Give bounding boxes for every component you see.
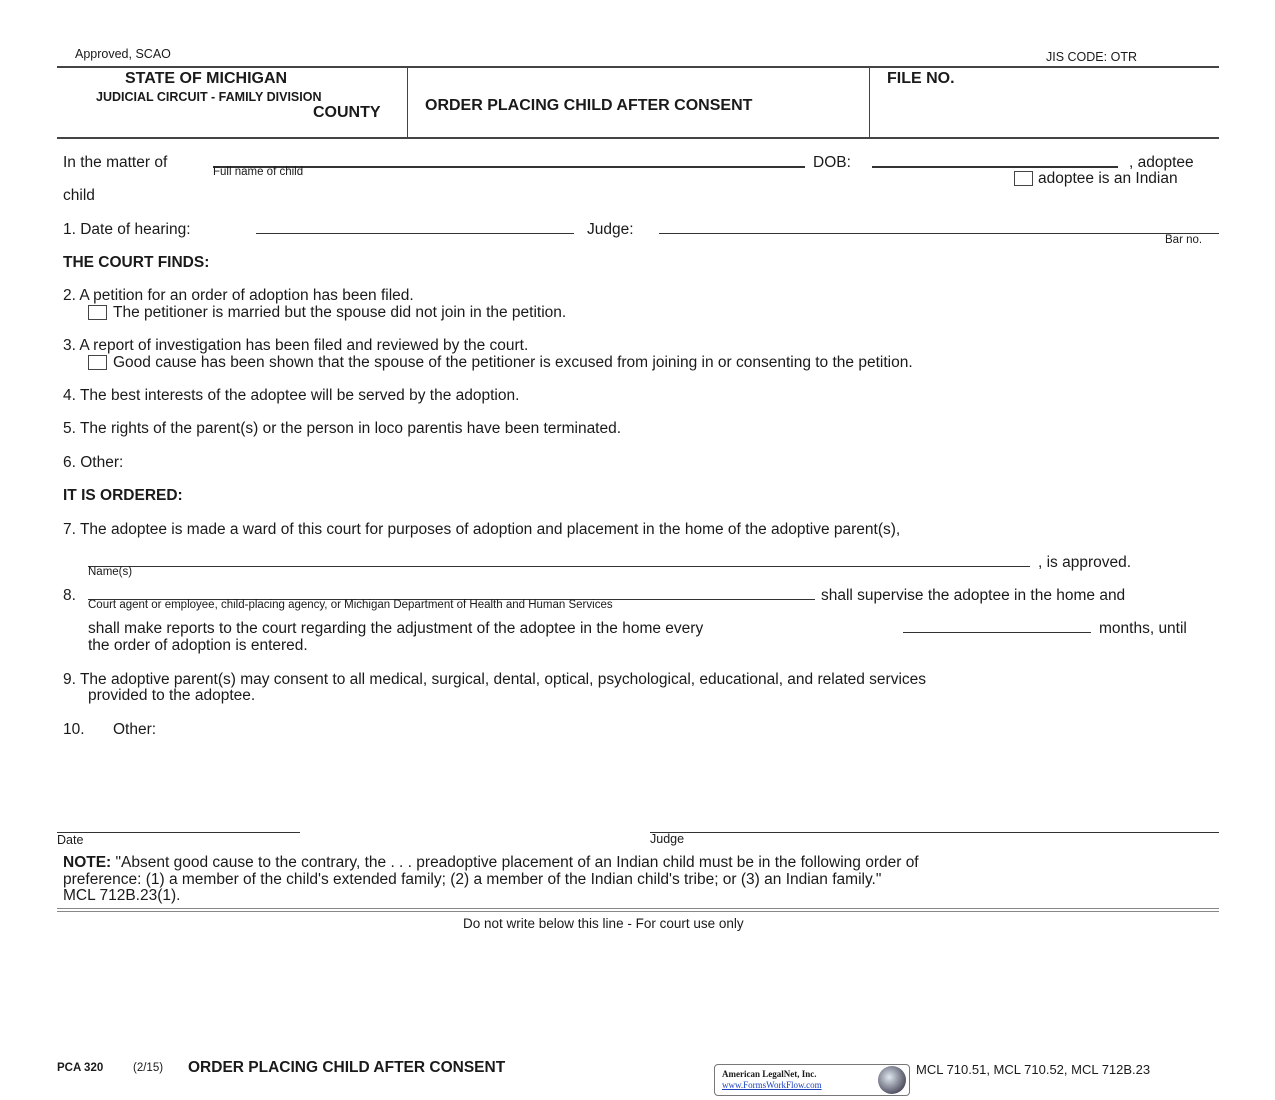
- adoptee-label: , adoptee: [1129, 154, 1194, 171]
- finding-4: 4. The best interests of the adoptee will be served by the adoption.: [63, 387, 520, 404]
- logo-name: American LegalNet, Inc.: [722, 1069, 817, 1079]
- note: [63, 854, 919, 872]
- spouse-not-joined-checkbox[interactable]: [88, 305, 107, 320]
- court-use-rule: [57, 911, 1219, 912]
- child-label: child: [63, 187, 95, 204]
- dob-field[interactable]: [872, 166, 1118, 168]
- note-line-3: MCL 712B.23(1).: [63, 887, 181, 904]
- court-use-label: Do not write below this line - For court use only: [463, 916, 744, 931]
- note-label: NOTE:: [63, 854, 112, 871]
- american-legalnet-logo[interactable]: [714, 1064, 910, 1096]
- order-8-text-b: shall make reports to the court regarding the adjustment of the adoptee in the home every: [88, 620, 704, 637]
- spouse-excused-checkbox[interactable]: [88, 355, 107, 370]
- order-9-a: 9. The adoptive parent(s) may consent to all medical, surgical, dental, optical, psychological, educational, and related services: [63, 671, 927, 688]
- finding-2: 2. A petition for an order of adoption has been filed.: [63, 287, 414, 304]
- header-divider: [869, 67, 870, 137]
- globe-icon: [878, 1066, 906, 1094]
- bar-no-caption: Bar no.: [1165, 234, 1203, 246]
- order-7: 7. The adoptee is made a ward of this court for purposes of adoption and placement in the home of the adoptive parent(s),: [63, 521, 901, 538]
- approved-label: Approved, SCAO: [75, 47, 171, 61]
- header-top-rule: [57, 66, 1219, 68]
- finding-6: 6. Other:: [63, 454, 124, 471]
- form-number: PCA 320: [57, 1062, 104, 1074]
- date-signature-line[interactable]: [57, 832, 300, 833]
- order-7-approved: , is approved.: [1038, 554, 1132, 571]
- state-name: STATE OF MICHIGAN: [125, 70, 288, 87]
- hearing-date-field[interactable]: [256, 233, 574, 234]
- indian-checkbox[interactable]: [1014, 171, 1033, 186]
- note-line-2: preference: (1) a member of the child's extended family; (2) a member of the Indian child's tribe; or (3) an Indian family.": [63, 871, 882, 888]
- dob-label: DOB:: [813, 154, 851, 171]
- judge-field[interactable]: [659, 233, 1219, 234]
- judge-signature-line[interactable]: [650, 832, 1219, 833]
- header-bottom-rule: [57, 137, 1219, 139]
- order-9-b: provided to the adoptee.: [88, 687, 256, 704]
- file-no-label: FILE NO.: [887, 70, 955, 87]
- note-line-1: "Absent good cause to the contrary, the . . . preadoptive placement of an Indian child must be in the following order of: [115, 854, 919, 871]
- adoptive-parents-name-field[interactable]: [88, 566, 1030, 567]
- county-label: COUNTY: [313, 104, 381, 121]
- order-8-months: months, until: [1099, 620, 1187, 637]
- order-8-number: 8.: [63, 587, 76, 604]
- header-divider: [407, 67, 408, 137]
- judge-label: Judge:: [587, 221, 634, 238]
- judge-caption: Judge: [650, 832, 685, 846]
- court-division: JUDICIAL CIRCUIT - FAMILY DIVISION: [96, 90, 322, 104]
- hearing-date-label: 1. Date of hearing:: [63, 221, 191, 238]
- jis-code: JIS CODE: OTR: [1046, 50, 1137, 64]
- form-revision: (2/15): [133, 1062, 164, 1074]
- date-caption: Date: [57, 833, 84, 847]
- names-caption: Name(s): [88, 566, 133, 578]
- form-title: ORDER PLACING CHILD AFTER CONSENT: [425, 97, 753, 114]
- matter-label: In the matter of: [63, 154, 168, 171]
- supervisor-caption: Court agent or employee, child-placing agency, or Michigan Department of Health and Human Services: [88, 599, 613, 611]
- statutes: MCL 710.51, MCL 710.52, MCL 712B.23: [916, 1062, 1151, 1077]
- court-finds-heading: THE COURT FINDS:: [63, 254, 210, 271]
- finding-2-check-label: The petitioner is married but the spouse did not join in the petition.: [113, 304, 567, 321]
- child-name-caption: Full name of child: [213, 166, 304, 178]
- order-8-text-a: shall supervise the adoptee in the home and: [821, 587, 1126, 604]
- finding-3-check-label: Good cause has been shown that the spouse of the petitioner is excused from joining in or consenting to the petition.: [113, 354, 913, 371]
- court-use-rule: [57, 908, 1219, 909]
- order-8-text-c: the order of adoption is entered.: [88, 637, 308, 654]
- finding-3: 3. A report of investigation has been filed and reviewed by the court.: [63, 337, 529, 354]
- order-10-number: 10.: [63, 721, 85, 738]
- finding-5: 5. The rights of the parent(s) or the person in loco parentis have been terminated.: [63, 420, 622, 437]
- order-10-other: Other:: [113, 721, 157, 738]
- footer-title: ORDER PLACING CHILD AFTER CONSENT: [188, 1059, 506, 1076]
- months-field[interactable]: [903, 632, 1091, 633]
- logo-url[interactable]: www.FormsWorkFlow.com: [722, 1080, 822, 1090]
- indian-checkbox-label: adoptee is an Indian: [1038, 170, 1178, 187]
- ordered-heading: IT IS ORDERED:: [63, 487, 183, 504]
